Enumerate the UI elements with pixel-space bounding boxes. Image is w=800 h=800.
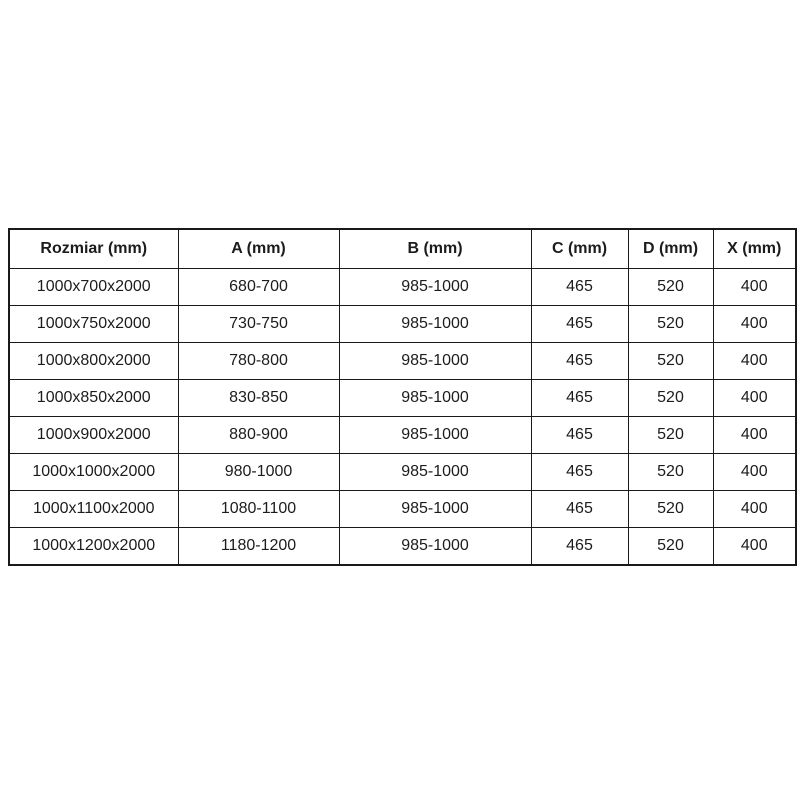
table-cell: 465 (531, 417, 628, 454)
table-cell: 730-750 (178, 306, 339, 343)
dimensions-table (8, 228, 797, 566)
table-cell: 680-700 (178, 269, 339, 306)
table-cell: 520 (628, 380, 713, 417)
table-cell: 1000x850x2000 (9, 380, 178, 417)
table-header (9, 229, 796, 269)
table-cell: 465 (531, 306, 628, 343)
table-cell: 1000x800x2000 (9, 343, 178, 380)
table-cell: 520 (628, 491, 713, 528)
table-row (9, 269, 796, 306)
table-cell: 1000x750x2000 (9, 306, 178, 343)
table-cell: 520 (628, 306, 713, 343)
table-cell: 465 (531, 380, 628, 417)
table-cell: 985-1000 (339, 417, 531, 454)
table-row (9, 343, 796, 380)
table-cell: 1000x1100x2000 (9, 491, 178, 528)
table-cell: 985-1000 (339, 306, 531, 343)
table-cell: 1000x900x2000 (9, 417, 178, 454)
table-cell: 465 (531, 343, 628, 380)
table-cell: 400 (713, 269, 796, 306)
table-cell: 1180-1200 (178, 528, 339, 566)
table-row (9, 491, 796, 528)
table-cell: 985-1000 (339, 269, 531, 306)
table-cell: 1080-1100 (178, 491, 339, 528)
table-cell: 880-900 (178, 417, 339, 454)
table-row (9, 454, 796, 491)
column-header-rozmiar: Rozmiar (mm) (9, 229, 178, 269)
column-header-b: B (mm) (339, 229, 531, 269)
table-cell: 400 (713, 306, 796, 343)
table-cell: 1000x1000x2000 (9, 454, 178, 491)
table-cell: 520 (628, 269, 713, 306)
table-header-row (9, 229, 796, 269)
column-header-x: X (mm) (713, 229, 796, 269)
table-cell: 780-800 (178, 343, 339, 380)
table-cell: 1000x700x2000 (9, 269, 178, 306)
table-cell: 400 (713, 528, 796, 566)
table-cell: 400 (713, 491, 796, 528)
table-cell: 465 (531, 491, 628, 528)
table-cell: 980-1000 (178, 454, 339, 491)
table-cell: 400 (713, 454, 796, 491)
table-cell: 400 (713, 380, 796, 417)
table-cell: 520 (628, 528, 713, 566)
table-cell: 985-1000 (339, 454, 531, 491)
table-cell: 465 (531, 454, 628, 491)
table-row (9, 306, 796, 343)
table-row (9, 380, 796, 417)
table-cell: 400 (713, 343, 796, 380)
table-cell: 520 (628, 343, 713, 380)
table-row (9, 417, 796, 454)
table-body (9, 269, 796, 566)
table-cell: 985-1000 (339, 528, 531, 566)
table-cell: 830-850 (178, 380, 339, 417)
table-cell: 465 (531, 528, 628, 566)
table-cell: 985-1000 (339, 343, 531, 380)
column-header-c: C (mm) (531, 229, 628, 269)
table-cell: 520 (628, 417, 713, 454)
table-cell: 465 (531, 269, 628, 306)
column-header-d: D (mm) (628, 229, 713, 269)
table-row (9, 528, 796, 566)
table-cell: 400 (713, 417, 796, 454)
column-header-a: A (mm) (178, 229, 339, 269)
table-cell: 985-1000 (339, 491, 531, 528)
table-cell: 1000x1200x2000 (9, 528, 178, 566)
table-cell: 985-1000 (339, 380, 531, 417)
table-cell: 520 (628, 454, 713, 491)
